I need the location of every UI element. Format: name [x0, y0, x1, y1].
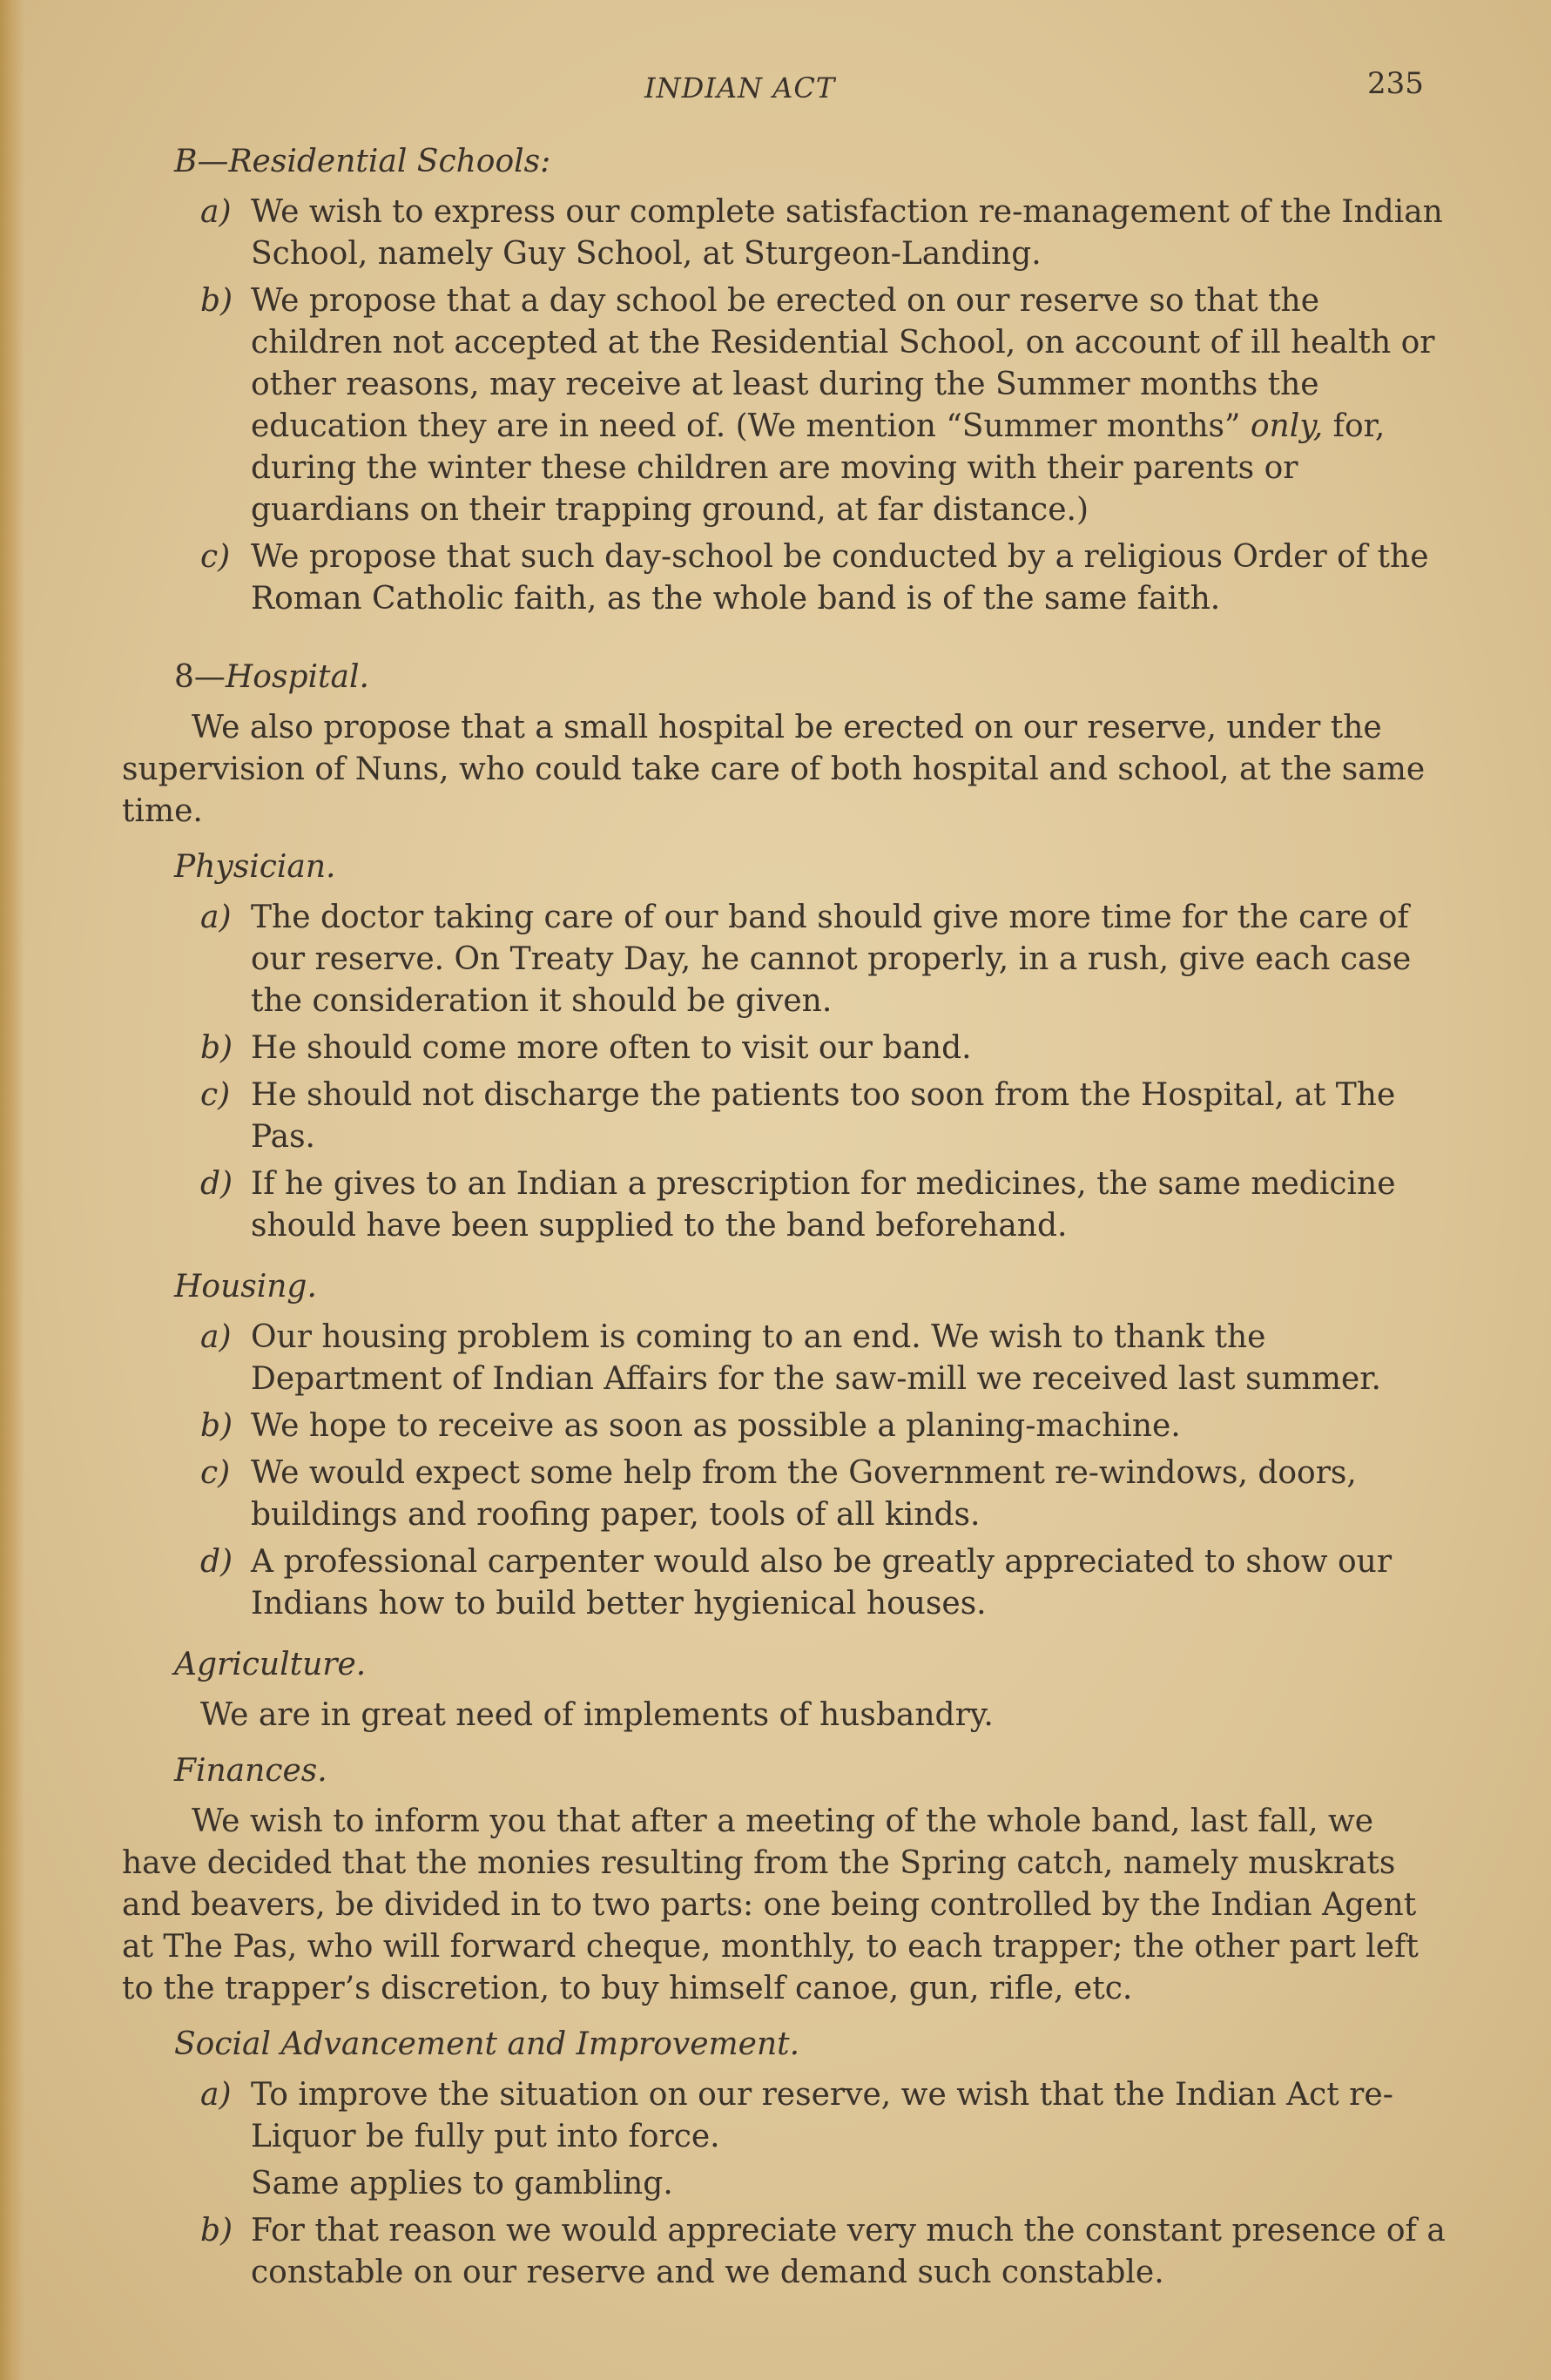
list-item	[200, 897, 1454, 1022]
list-text: Our housing problem is coming to an end. We wish to thank the Department of Indian Affairs for the saw-mill we received last summer.	[251, 1319, 1382, 1397]
section-social-advancement	[122, 2022, 1454, 2294]
list-text: We propose that such day-school be conducted by a religious Order of the Roman Catholic faith, as the whole band is of the same faith.	[251, 539, 1429, 617]
section-agriculture	[122, 1642, 1454, 1736]
list-text-part: for, during the winter these children are moving with their parents or guardians on their trapping ground, at far distance.)	[251, 408, 1386, 528]
list-item	[200, 2074, 1454, 2158]
list-text: For that reason we would appreciate very much the constant presence of a constable on our reserve and we demand such constable.	[251, 2213, 1446, 2290]
book-spine-shadow	[0, 0, 24, 2380]
list-text: He should come more often to visit our band.	[251, 1030, 972, 1066]
emphasis-text: only,	[1250, 408, 1324, 444]
list-marker: b)	[200, 283, 233, 319]
list-item	[200, 1541, 1454, 1625]
page-body	[122, 139, 1454, 2299]
section-heading: B—Residential Schools:	[174, 144, 551, 179]
section-number: 8—	[174, 659, 226, 695]
paragraph: We wish to inform you that after a meeting of the whole band, last fall, we have decided that the monies resulting from the Spring catch, namely muskrats and beavers, be divided in to two parts: one being controlled by the Indian Agent at The Pas, who will forward cheque, monthly, to each trapper; the other part left to the trapper’s discretion, to buy himself canoe, gun, rifle, etc.	[122, 1804, 1419, 2006]
list-text: He should not discharge the patients too soon from the Hospital, at The Pas.	[251, 1077, 1396, 1155]
running-head: INDIAN ACT	[644, 71, 836, 105]
list-marker: b)	[200, 1408, 233, 1444]
list-text: If he gives to an Indian a prescription for medicines, the same medicine should have been supplied to the band beforehand.	[251, 1166, 1396, 1244]
list-item	[200, 1453, 1454, 1536]
list-marker: a)	[200, 194, 232, 230]
list-marker: d)	[200, 1166, 233, 1202]
list-item	[200, 536, 1454, 620]
section-heading: Physician.	[174, 849, 336, 885]
list-item	[200, 1163, 1454, 1247]
list-marker: a)	[200, 900, 232, 935]
list-marker: d)	[200, 1544, 233, 1580]
list-marker: c)	[200, 1077, 231, 1113]
list-text: We hope to receive as soon as possible a planing-machine.	[251, 1408, 1181, 1444]
list-marker: b)	[200, 1030, 233, 1066]
list-marker: a)	[200, 1319, 232, 1355]
list-continuation: Same applies to gambling.	[251, 2166, 673, 2201]
list-item	[200, 1317, 1454, 1400]
document-page	[122, 52, 1454, 2351]
list-marker: c)	[200, 539, 231, 575]
section-residential-schools	[122, 139, 1454, 620]
section-title: Hospital.	[225, 659, 369, 695]
list-marker: b)	[200, 2213, 233, 2249]
paragraph: We also propose that a small hospital be erected on our reserve, under the supervision of Nuns, who could take care of both hospital and school, at the same time.	[122, 710, 1426, 829]
section-housing	[122, 1264, 1454, 1625]
list-item	[200, 1406, 1454, 1447]
list-marker: a)	[200, 2077, 232, 2113]
list-item	[200, 1028, 1454, 1069]
section-heading: Social Advancement and Improvement.	[174, 2026, 800, 2062]
section-heading: Housing.	[174, 1269, 317, 1305]
page-header	[122, 61, 1454, 113]
list-text-part: We propose that a day school be erected on our reserve so that the children not accepted at the Residential School, on account of ill health or other reasons, may receive at least during the Summer months the education they are in need of. (We mention “Summer months”	[251, 283, 1435, 444]
section-heading: Finances.	[174, 1753, 327, 1789]
section-hospital	[122, 655, 1454, 833]
list-text: The doctor taking care of our band should give more time for the care of our reserve. On Treaty Day, he cannot properly, in a rush, give each case the consideration it should be given.	[251, 900, 1412, 1019]
list-item	[200, 280, 1454, 531]
list-item	[200, 192, 1454, 275]
paragraph: We are in great need of implements of husbandry.	[200, 1697, 994, 1733]
list-item	[200, 2210, 1454, 2294]
list-text: We wish to express our complete satisfaction re-management of the Indian School, namely Guy School, at Sturgeon-Landing.	[251, 194, 1443, 272]
section-physician	[122, 845, 1454, 1247]
section-heading: Agriculture.	[174, 1647, 367, 1682]
list-item	[200, 1075, 1454, 1158]
section-heading	[174, 655, 1454, 700]
section-finances	[122, 1749, 1454, 2010]
list-marker: c)	[200, 1455, 231, 1491]
list-text: A professional carpenter would also be greatly appreciated to show our Indians how to build better hygienical houses.	[251, 1544, 1393, 1622]
list-text: To improve the situation on our reserve, we wish that the Indian Act re-Liquor be fully put into force.	[251, 2077, 1393, 2154]
list-text: We would expect some help from the Government re-windows, doors, buildings and roofing paper, tools of all kinds.	[251, 1455, 1357, 1533]
list-text	[251, 280, 1454, 531]
page-number: 235	[1367, 66, 1424, 101]
